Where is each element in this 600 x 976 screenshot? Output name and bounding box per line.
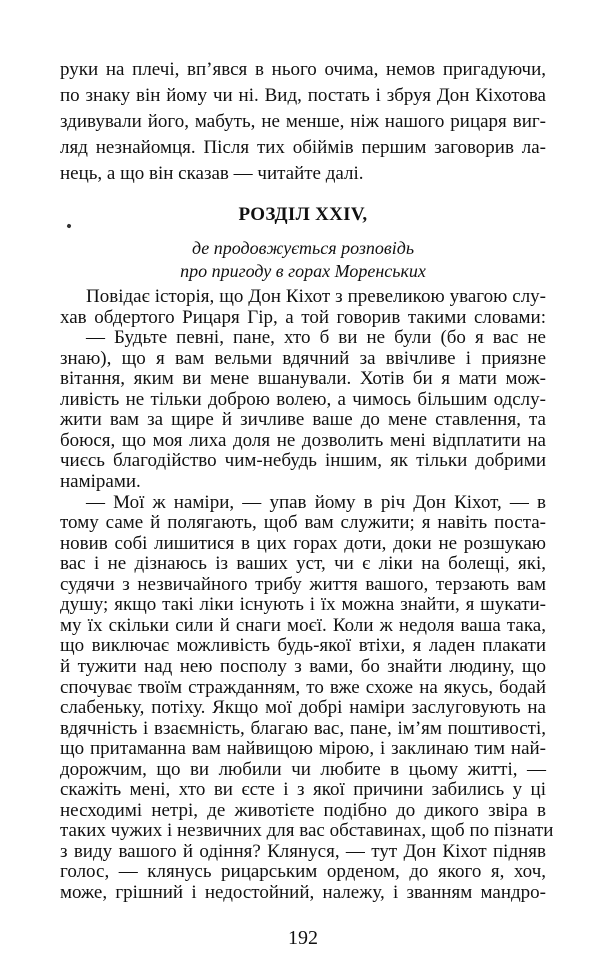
text-line: може, грішний і недостойний, належу, і званням мандро- bbox=[60, 882, 546, 903]
chapter-title: РОЗДІЛ XXIV, bbox=[238, 204, 368, 225]
text-line: хав обдертого Рицаря Гір, а той говорив такими словами: bbox=[60, 306, 546, 328]
text-line: чиєсь благодійство чим-небудь іншим, як тільки добрими bbox=[60, 450, 546, 472]
text-line: по знаку він йому чи ні. Вид, постать і збруя Дон Кіхотова bbox=[60, 85, 546, 106]
text-line: спочуває твоїм стражданням, то вже схоже на якусь, бодай bbox=[60, 676, 546, 698]
book-page bbox=[60, 0, 554, 976]
page-number: 192 bbox=[288, 927, 318, 949]
text-line: ливість не тільки доброю волею, а чимось більшим одслу- bbox=[60, 388, 546, 410]
text-line: нець, а що він сказав — читайте далі. bbox=[60, 163, 364, 184]
text-line: таких чужих і незвичних для вас обставинах, щоб по пізнати bbox=[60, 820, 554, 842]
text-line: слабеньку, потіху. Якщо мої добрі наміри заслуговують на bbox=[60, 697, 546, 718]
text-line: — Будьте певні, пане, хто б ви не були (бо я вас не bbox=[86, 327, 546, 349]
text-line: голос, — клянусь рицарським орденом, до якого я, хоч, bbox=[60, 861, 546, 883]
text-line: Повідає історія, що Дон Кіхот з превеликою увагою слу- bbox=[86, 286, 546, 307]
text-line: тому саме й полягають, щоб вам служити; я навіть поста- bbox=[60, 512, 546, 534]
text-line: вітання, яким ви мене вшанували. Хотів би я мати мож- bbox=[60, 368, 546, 390]
text-line: боюся, що моя лиха доля не дозволить мені відплатити на bbox=[60, 429, 546, 451]
chapter-subtitle: про пригоду в горах Моренських bbox=[180, 261, 426, 281]
text-line: вдячність і взаємність, благаю вас, пане, ім’ям поштивості, bbox=[60, 717, 546, 739]
text-line: що притаманна вам найвищою мірою, і заклинаю тим най- bbox=[60, 738, 546, 760]
chapter-subtitle: де продовжується розповідь bbox=[191, 238, 415, 258]
text-line: судячи з незвичайного трибу життя вашого, терзають вам bbox=[60, 573, 546, 595]
text-line: з виду вашого й одіння? Клянуся, — тут Дон Кіхот підняв bbox=[60, 840, 546, 862]
text-line: жити вам за щире й зичливе ваше до мене ставлення, та bbox=[60, 409, 546, 431]
text-line: знаю), що я вам вельми вдячний за ввічливе і приязне bbox=[60, 347, 546, 369]
text-line: вас і не дізнаюсь із ваших уст, чи є ліки на болещі, які, bbox=[60, 553, 546, 575]
text-line: намірами. bbox=[60, 471, 141, 492]
text-line: що виключає можливість будь-якої втіхи, я ладен плакати bbox=[60, 635, 546, 657]
text-line: новив собі лишитися в цих горах доти, доки не розшукаю bbox=[60, 532, 546, 554]
text-line: несходимі нетрі, де животієте подібно до дикого звіра в bbox=[60, 799, 546, 821]
text-line: ляд незнайомця. Після тих обіймів першим заговорив ла- bbox=[60, 137, 546, 158]
text-line: руки на плечі, вп’явся в нього очима, немов пригадуючи, bbox=[60, 59, 546, 80]
text-line: й тужити над нею посполу з вами, бо знайти людину, що bbox=[60, 655, 546, 677]
text-line: дорожчим, що ви любили чи любите в цьому житті, — bbox=[60, 758, 546, 780]
text-line: скажіть мені, хто ви єсте і з якої причини забились у ці bbox=[60, 779, 546, 801]
text-line: — Мої ж наміри, — упав йому в річ Дон Кіхот, — в bbox=[86, 491, 546, 513]
text-line: здивували його, мабуть, не менше, ніж нашого рицаря виг- bbox=[60, 111, 546, 132]
text-line: му їх скільки сили й снаги моєї. Коли ж недоля ваша така, bbox=[60, 614, 546, 636]
text-line: душу; якщо такі ліки існують і їх можна знайти, я шукати- bbox=[60, 594, 546, 616]
